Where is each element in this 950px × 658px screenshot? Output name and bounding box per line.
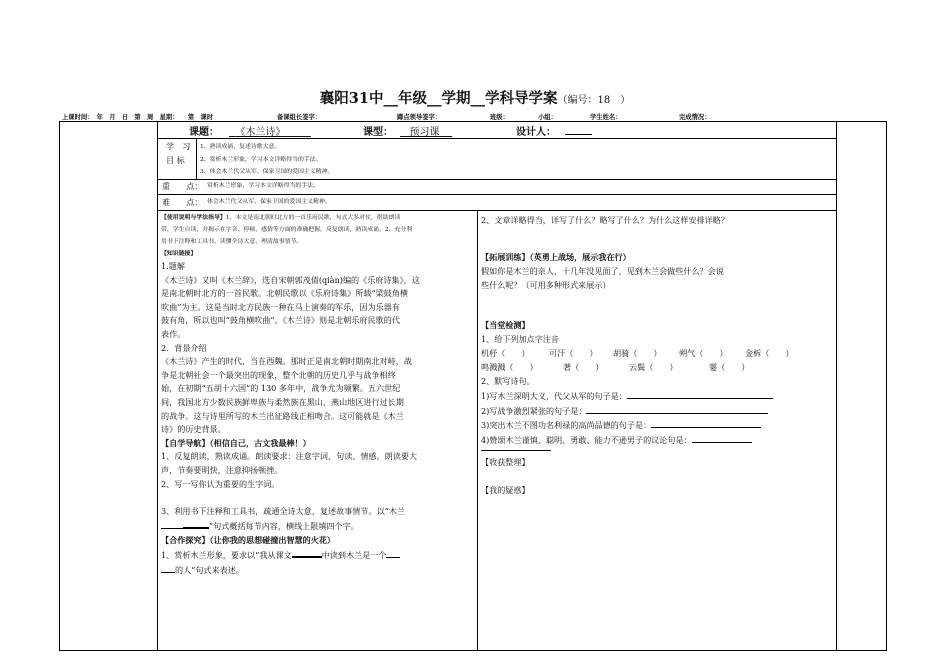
fill-blank	[161, 519, 183, 529]
sec1-line: 吹曲”为主。这是当时北方民族一种在马上演奏的军乐，因为乐器有	[161, 301, 400, 312]
harvest-title: 【收获整理】	[481, 457, 530, 467]
recite-line: 4)赞颂木兰谨慎、聪明、勇敢、能力不逊男子的议论句是：	[481, 433, 831, 448]
self-study-line: 1、反复朗读，熟读成诵。朗读要求：注意字词、句读、情感，朗读要大	[161, 451, 418, 462]
pinyin-item: 霎（ ）	[709, 362, 750, 372]
fill-blank	[161, 563, 175, 573]
fill-blank	[586, 404, 768, 414]
sec1-title: 1.题解	[161, 261, 185, 271]
meta-status: 完成情况：	[679, 114, 711, 121]
usage-title: 【使用说明与学法指导】	[161, 214, 226, 221]
knowledge-title: 【知识链接】	[161, 250, 197, 257]
fill-blank	[651, 418, 761, 428]
extension-content	[481, 265, 724, 292]
divider-header	[157, 138, 837, 139]
meta-student: 学生姓名：	[590, 114, 622, 121]
sec1-line: 《木兰诗》又叫《木兰辞》，选自宋朝郭茂倩(qiàn)编的《乐府诗集》，这	[161, 274, 420, 285]
fill-blank	[292, 547, 322, 558]
divider-difficulty	[157, 210, 837, 211]
pinyin-item: 朔气（ ）	[679, 348, 728, 358]
usage-line: 带，学生自读，并揭示在字音、停顿、感情等方面的准确把握，反复朗读，熟读成诵。2、充分利	[161, 226, 413, 233]
pinyin-item: 机杼（ ）	[481, 348, 530, 358]
usage-section	[161, 212, 412, 248]
sec1-line: 表作。	[161, 328, 186, 339]
goals-label-1: 学 习	[166, 141, 191, 151]
document-number: （编号：18 ）	[557, 95, 631, 106]
meta-group-leader: 备课组长签字：	[277, 114, 322, 121]
goals-label-border	[196, 138, 197, 179]
test-title: 【当堂检测】	[481, 320, 530, 330]
extension-line: 些什么呢？（可用多种形式来展示）	[481, 279, 611, 290]
pinyin-item: 著（ ）	[563, 362, 604, 372]
meta-date: 上课时间： 年 月 日 第 周 星期： 第 课时	[62, 114, 214, 121]
sec2-title: 2．背景介绍	[161, 342, 207, 353]
fill-blank	[692, 433, 752, 443]
sec2-line: 间，我国北方少数民族鲜卑族与柔然族在黑山、燕山地区进行过长期	[161, 396, 404, 407]
extension-line: 假如你是木兰的亲人，十几年没见面了，见到木兰会做些什么？会说	[481, 266, 724, 276]
sec2-line: 的战争。这与诗里所写的木兰出征路线正相吻合。这可能就是《木兰	[161, 410, 404, 421]
goal-item: 1、熟读成诵，复述诗歌大意。	[200, 144, 281, 150]
goal-item: 3、体会木兰代父从军、保家卫国的爱国主义精神。	[200, 169, 334, 175]
fill-blank	[481, 450, 551, 451]
pinyin-item: 可汗（ ）	[549, 348, 598, 358]
recite-line: 1)写木兰深明大义，代父从军的句子是：	[481, 389, 831, 404]
self-study-title: 【自学导航】（相信自己，古文我最棒！）	[161, 437, 311, 448]
difficulty-text: 体会木兰代父从军、保家卫国的爱国主义精神。	[207, 199, 331, 205]
recite-list	[481, 389, 831, 447]
pinyin-item: 鸣溅溅（ ）	[481, 362, 538, 372]
meta-team: 小组：	[538, 114, 557, 121]
sec1-line: 是南北朝时北方的一首民歌。北朝民歌以《乐府诗集》所载“梁鼓角横	[161, 288, 408, 299]
extension-title: 【拓展训练】（英勇上战场，展示我在行）	[481, 252, 631, 262]
pinyin-item: 金柝（ ）	[745, 348, 794, 358]
goals-list	[200, 141, 333, 179]
recite-line: 3)突出木兰不图功名利禄的高尚品德的句子是：	[481, 418, 831, 433]
meta-class: 班级：	[490, 114, 509, 121]
test-1: 1、给下列加点字注音	[481, 334, 559, 344]
divider-goals	[157, 179, 837, 180]
knowledge-content	[161, 260, 420, 578]
cooperation-title: 【合作探究】（让你我的思想碰撞出智慧的火花）	[161, 534, 336, 545]
inner-left-border	[157, 122, 158, 650]
cooperation-line: 的人”句式来表述。	[161, 563, 420, 578]
question-2: 2、文章详略得当，详写了什么？略写了什么？为什么这样安排详略？	[481, 215, 729, 225]
self-study-line: ”句式概括每节内容，横线上限填四个字。	[161, 518, 420, 534]
type-label: 课型：	[363, 127, 393, 138]
topic-label: 课题：	[189, 127, 219, 138]
usage-line: 【使用说明与学法指导】1、本文是南北朝时北方的一首乐府民歌，句式大多对仗，借助朗读	[161, 214, 401, 221]
key-text: 赏析木兰形象，学习本文详略得当的手法。	[207, 183, 319, 189]
page-title: 襄阳31中__年级__学期__学科导学案（编号：18 ）	[319, 90, 631, 107]
topic-value: 《木兰诗》	[235, 127, 286, 138]
goals-label-2: 目 标	[166, 155, 185, 165]
goal-item: 2、赏析木兰形象，学习本文详略得当的手法。	[200, 156, 322, 163]
self-study-line: 声，节奏要明快，注意抑扬顿挫。	[161, 464, 283, 475]
cooperation-line: 1、赏析木兰形象，要求以“我从课文 中读到木兰是一个	[161, 547, 420, 563]
column-divider	[477, 210, 478, 650]
test-2: 2、默写诗句。	[481, 376, 535, 386]
usage-line: 用书下注释和工具书，读懂全诗大意，理清故事情节。	[161, 238, 303, 245]
key-label: 重 点：	[162, 181, 203, 191]
sec2-line: 争是北朝社会一个最突出的现象，整个北朝的历史几乎与战争相终	[161, 369, 396, 380]
self-study-line: 2、写一写你认为重要的生字词。	[161, 478, 280, 489]
sec1-line: 鼓有角，所以也叫“鼓角横吹曲”。《木兰诗》则是北朝乐府民歌的代	[161, 315, 400, 326]
designer-label: 设计人：	[516, 127, 556, 138]
fill-blank	[386, 548, 400, 558]
sec2-line: 《木兰诗》产生的时代，当在西魏。那时正是南北朝时期南北对峙，战	[161, 356, 412, 367]
fill-blank	[627, 389, 773, 399]
sec2-line: 诗》的历史背景。	[161, 424, 226, 435]
fill-blank	[183, 518, 209, 529]
inner-right-border	[836, 122, 837, 650]
designer-blank	[565, 134, 592, 135]
sec2-line: 始，在初期“五胡十六国”的 130 多年中，战争尤为频繁。五六世纪	[161, 383, 401, 394]
meta-leader: 蹲点领导签字：	[397, 114, 442, 121]
worksheet-table	[59, 121, 887, 651]
pinyin-item: 胡骑（ ）	[613, 348, 662, 358]
difficulty-label: 难 点：	[162, 197, 203, 207]
doubt-title: 【我的疑惑】	[481, 485, 530, 495]
pinyin-item: 云鬓（ ）	[629, 362, 678, 372]
self-study-line: 3、利用书下注释和工具书，疏通全诗大意，复述故事情节。以“木兰	[161, 505, 406, 516]
type-value: 预习课	[409, 127, 440, 138]
divider-key	[157, 194, 837, 195]
recite-line: 2)写战争激烈紧张的句子是：	[481, 404, 831, 419]
